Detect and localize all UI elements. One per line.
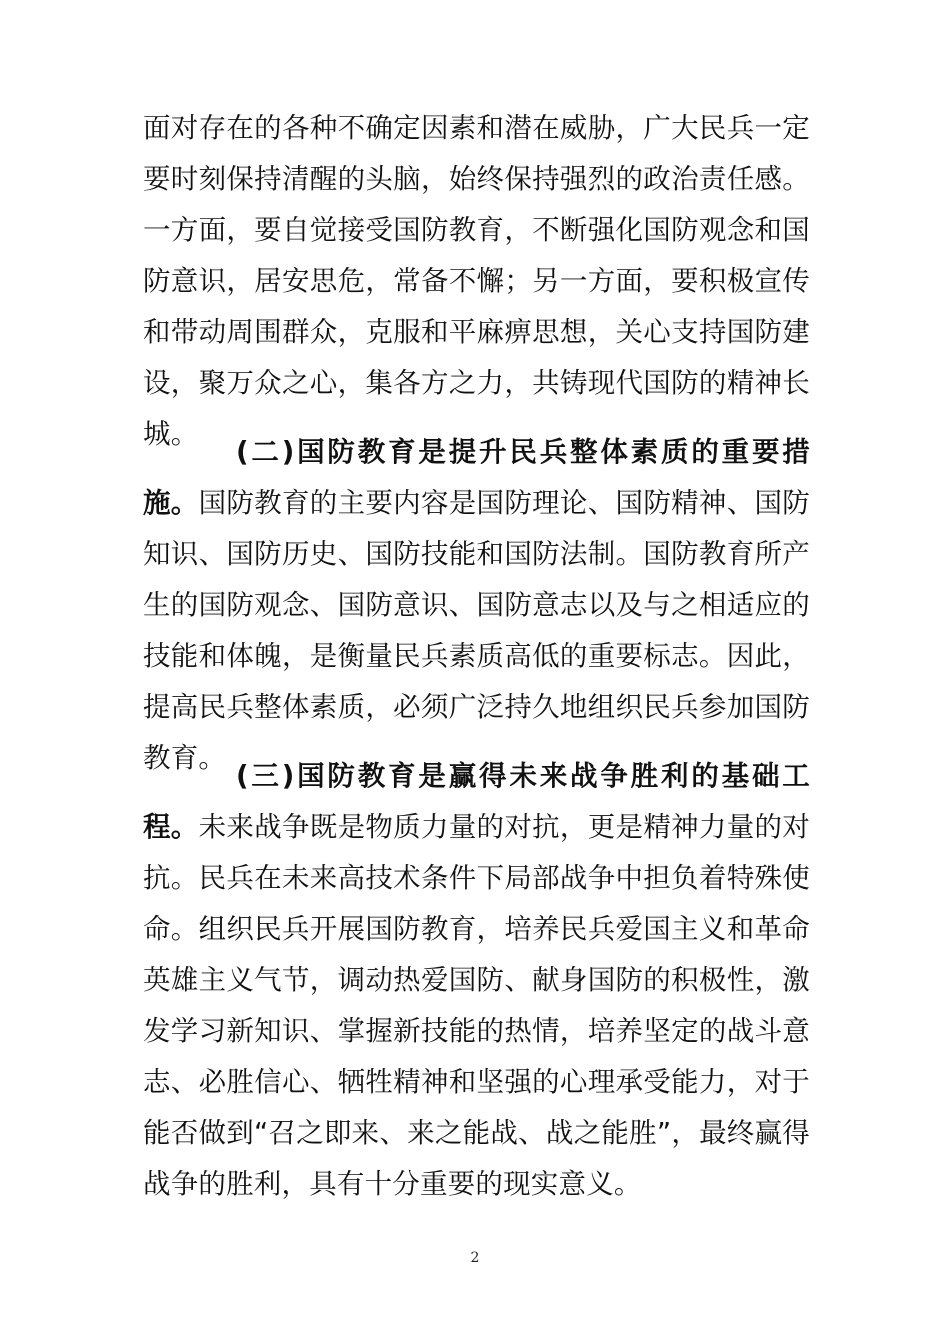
paragraph-section-3	[143, 751, 810, 1210]
paragraph-continuation	[143, 103, 810, 460]
paragraph-body: 未来战争既是物质力量的对抗，更是精神力量的对抗。民兵在未来高技术条件下局部战争中担负着特殊使命。组织民兵开展国防教育，培养民兵爱国主义和革命英雄主义气节，调动热爱国防、献身国防的积极性，激发学习新知识、掌握新技能的热情，培养坚定的战斗意志、必胜信心、牺牲精神和坚强的心理承受能力，对于能否做到“召之即来、来之能战、战之能胜”，最终赢得战争的胜利，具有十分重要的现实意义。	[143, 811, 810, 1200]
section-heading: (二)国防教育是提升民兵整体素质的重要措施。	[143, 436, 810, 519]
paragraph-body: 国防教育的主要内容是国防理论、国防精神、国防知识、国防历史、国防技能和国防法制。国防教育所产生的国防观念、国防意识、国防意志以及与之相适应的技能和体魄，是衡量民兵素质高低的重要标志。因此，提高民兵整体素质，必须广泛持久地组织民兵参加国防教育。	[143, 487, 810, 774]
paragraph-body: 面对存在的各种不确定因素和潜在威胁，广大民兵一定要时刻保持清醒的头脑，始终保持强烈的政治责任感。一方面，要自觉接受国防教育，不断强化国防观念和国防意识，居安思危，常备不懈；另一方面，要积极宣传和带动周围群众，克服和平麻痹思想，关心支持国防建设，聚万众之心，集各方之力，共铸现代国防的精神长城。	[143, 112, 810, 450]
section-heading: (三)国防教育是赢得未来战争胜利的基础工程。	[143, 760, 810, 843]
page-number: 2	[470, 1250, 480, 1266]
paragraph-section-2	[143, 427, 810, 784]
